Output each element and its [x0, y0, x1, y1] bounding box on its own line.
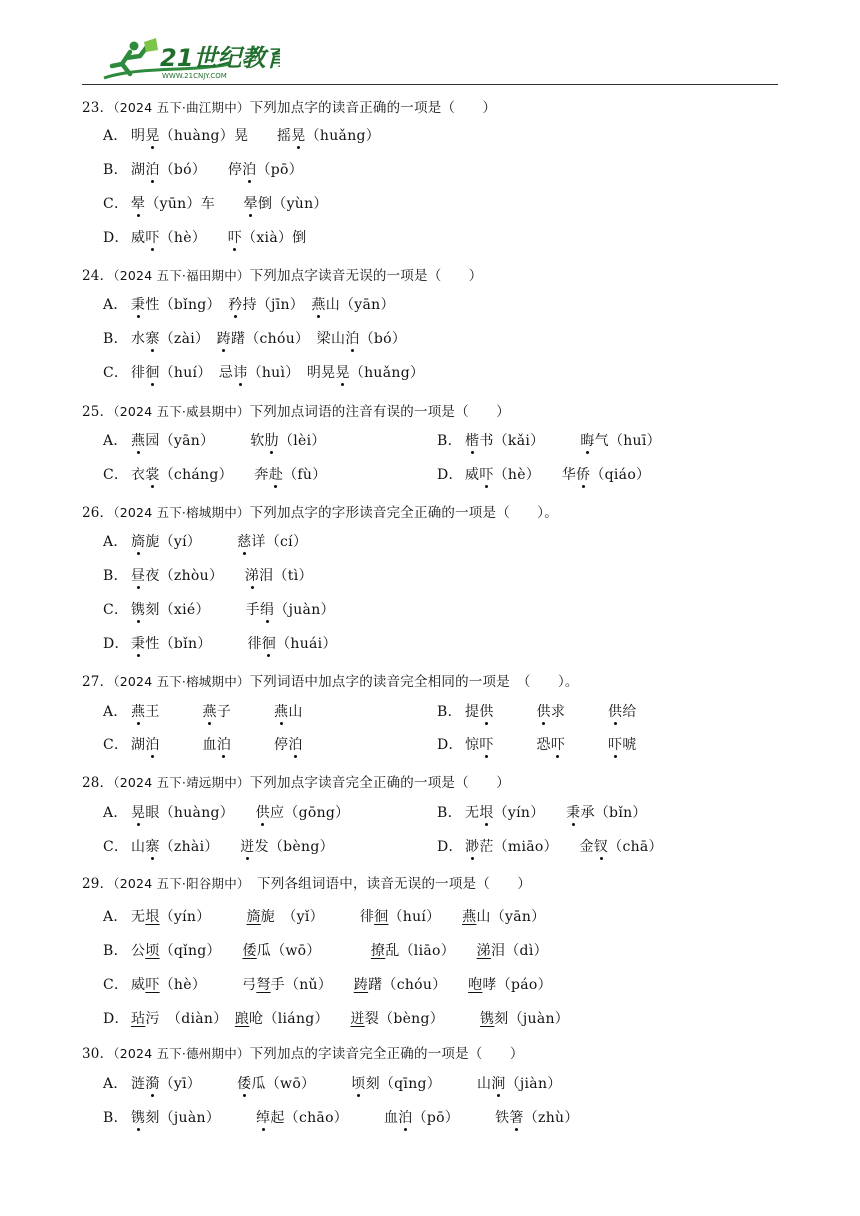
option-d: [103, 1008, 569, 1028]
option-label: B．: [437, 433, 462, 449]
dotted-char: 赴: [269, 464, 283, 484]
option-text: （pō）: [256, 162, 304, 178]
header-rule: [82, 84, 778, 85]
dotted-char: 矜: [228, 294, 242, 314]
question-25: [82, 400, 510, 420]
option-text: 刻（juàn）: [145, 1110, 257, 1126]
option-a: [103, 294, 395, 314]
option-text: 求: [550, 704, 609, 720]
option-label: A．: [103, 909, 128, 925]
option-text: 园（yān） 软: [145, 433, 265, 449]
underlined-char: 倭: [242, 943, 257, 959]
dotted-char: 裳: [145, 464, 159, 484]
dotted-char: 晕: [244, 193, 258, 213]
option-label: D．: [437, 467, 463, 483]
option-text: （huí） 忌: [159, 365, 234, 381]
underlined-char: 踌: [353, 977, 369, 993]
dotted-char: 燕: [274, 701, 288, 721]
question-number: 30．: [82, 1046, 114, 1062]
option-a: [103, 125, 380, 145]
dotted-char: 徊: [262, 633, 276, 653]
dotted-char: 供: [608, 701, 622, 721]
option-text: 性（bǐng）: [145, 297, 229, 313]
question-number: 29．: [82, 876, 114, 892]
dotted-char: 吓: [608, 734, 622, 754]
option-text: 气（huī）: [594, 433, 661, 449]
underlined-char: 弩: [256, 977, 271, 993]
option-text: （huái）: [276, 636, 337, 652]
option-c: [103, 362, 424, 382]
option-text: （xià）倒: [242, 230, 307, 246]
question-30: [82, 1042, 524, 1062]
question-source: （2024 五下·榕城期中）: [113, 505, 250, 520]
option-text: 血: [159, 737, 217, 753]
option-text: 污 （diàn）: [145, 1011, 235, 1027]
option-label: B．: [103, 162, 128, 178]
option-text: （yín）: [493, 805, 567, 821]
option-text: 详（cí）: [251, 534, 308, 550]
question-number: 28．: [82, 775, 114, 791]
option-label: C．: [103, 977, 129, 993]
option-text: 旎（yí）: [145, 534, 238, 550]
option-label: B．: [437, 704, 462, 720]
question-stem: 下列加点字的读音正确的一项是（ ）: [249, 100, 497, 116]
underlined-char: 玷: [131, 1011, 146, 1027]
option-text: （zài）: [159, 331, 217, 347]
option-text: （juàn）: [274, 602, 335, 618]
option-text: （zhù）: [523, 1110, 579, 1126]
underlined-char: 燕: [462, 909, 477, 925]
dotted-char: 泊: [242, 159, 256, 179]
runner-logo-icon: [100, 36, 280, 86]
dotted-char: 泊: [398, 1107, 412, 1127]
option-text: 躇（chóu）: [368, 977, 469, 993]
dotted-char: 秉: [131, 633, 145, 653]
option-text: 公: [131, 943, 146, 959]
dotted-char: 绰: [256, 1107, 270, 1127]
dotted-char: 泊: [217, 734, 231, 754]
dotted-char: 吓: [551, 734, 565, 754]
option-label: D．: [103, 1011, 129, 1027]
dotted-char: 钗: [594, 836, 608, 856]
dotted-char: 泊: [145, 159, 159, 179]
option-d: [437, 464, 650, 484]
dotted-char: 涕: [245, 565, 259, 585]
dotted-char: 侨: [576, 464, 590, 484]
option-text: （yūn）车: [145, 196, 244, 212]
underlined-char: 镌: [479, 1011, 495, 1027]
dotted-char: 慈: [237, 531, 251, 551]
dotted-char: 燕: [131, 701, 145, 721]
option-text: 眼（huàng）: [145, 805, 256, 821]
dotted-char: 吓: [228, 227, 242, 247]
underlined-char: 吓: [145, 977, 160, 993]
question-number: 27．: [82, 674, 114, 690]
option-a: [103, 1073, 562, 1093]
option-label: A．: [103, 704, 128, 720]
option-text: 泪（dì）: [490, 943, 548, 959]
option-text: 山（yān）: [325, 297, 395, 313]
option-c: [103, 974, 552, 994]
option-text: （lèi）: [278, 433, 326, 449]
dotted-char: 漪: [145, 1073, 159, 1093]
option-text: 威: [465, 467, 480, 483]
option-text: 持（jīn）: [242, 297, 312, 313]
option-text: 涟: [131, 1076, 146, 1092]
option-text: 哮（páo）: [482, 977, 552, 993]
dotted-char: 迸: [240, 836, 254, 856]
option-text: （jiàn）: [505, 1076, 562, 1092]
option-label: B．: [103, 1110, 128, 1126]
question-26: [82, 501, 558, 521]
option-text: 恐: [493, 737, 551, 753]
option-label: A．: [103, 534, 128, 550]
option-label: A．: [103, 297, 128, 313]
question-stem: 下列加点的字读音完全正确的一项是（ ）: [249, 1046, 524, 1062]
dotted-char: 渺: [465, 836, 479, 856]
question-source: （2024 五下·榕城期中）: [113, 674, 250, 689]
option-text: （qǐng）: [159, 943, 243, 959]
question-stem: 下列加点字读音无误的一项是（ ）: [249, 268, 483, 284]
dotted-char: 晦: [580, 430, 594, 450]
underlined-char: 咆: [468, 977, 483, 993]
option-text: 惊: [465, 737, 480, 753]
option-d: [103, 227, 307, 247]
option-c: [103, 464, 327, 484]
dotted-char: 晃: [131, 802, 145, 822]
dotted-char: 供: [479, 701, 493, 721]
option-text: 刻（qīng） 山: [365, 1076, 492, 1092]
dotted-char: 讳: [233, 362, 247, 382]
option-text: 山: [131, 839, 146, 855]
dotted-char: 绢: [260, 599, 274, 619]
option-c: [103, 193, 328, 213]
question-number: 23．: [82, 100, 114, 116]
dotted-char: 垠: [479, 802, 493, 822]
option-label: C．: [103, 839, 129, 855]
option-b: [103, 940, 548, 960]
option-text: （yín）: [159, 909, 247, 925]
option-text: 躇（chóu） 梁山: [230, 331, 346, 347]
dotted-char: 燕: [131, 430, 145, 450]
option-text: 倒（yùn）: [257, 196, 328, 212]
option-text: 无: [465, 805, 480, 821]
option-text: 手（nǔ）: [270, 977, 354, 993]
dotted-char: 徊: [145, 362, 159, 382]
option-text: （bó）: [359, 331, 407, 347]
option-b: [103, 328, 406, 348]
question-27: [82, 670, 579, 690]
question-source: （2024 五下·阳谷期中）: [113, 876, 244, 891]
option-label: A．: [103, 433, 128, 449]
dotted-char: 吓: [479, 734, 493, 754]
option-d: [437, 734, 637, 754]
option-d: [437, 836, 663, 856]
dotted-char: 晃: [145, 125, 159, 145]
option-text: （pō） 铁: [412, 1110, 510, 1126]
dotted-char: 吓: [145, 227, 159, 247]
option-text: 呛（liáng）: [249, 1011, 351, 1027]
option-text: 停: [231, 737, 289, 753]
option-a: [103, 906, 545, 926]
brand-logo: [100, 36, 280, 86]
option-label: A．: [103, 128, 128, 144]
option-text: 提: [465, 704, 480, 720]
dotted-char: 泊: [345, 328, 359, 348]
option-a: [103, 802, 349, 822]
option-text: （fù）: [283, 467, 327, 483]
option-text: 茫（miāo） 金: [479, 839, 594, 855]
option-text: 乱（liāo）: [385, 943, 477, 959]
option-label: B．: [103, 331, 128, 347]
option-text: 水: [131, 331, 146, 347]
dotted-char: 镌: [131, 599, 145, 619]
option-a: [103, 531, 307, 551]
underlined-char: 迸: [350, 1011, 365, 1027]
question-stem: 下列加点字的字形读音完全正确的一项是（ ）。: [249, 505, 558, 521]
option-c: [103, 836, 334, 856]
question-source: （2024 五下·福田期中）: [113, 268, 250, 283]
option-text: （huǎng）: [305, 128, 381, 144]
option-text: 无: [131, 909, 146, 925]
option-text: 唬: [622, 737, 637, 753]
dotted-char: 泊: [145, 734, 159, 754]
dotted-char: 涧: [491, 1073, 505, 1093]
option-text: 夜（zhòu）: [145, 568, 245, 584]
option-label: C．: [103, 365, 129, 381]
option-text: （chā）: [608, 839, 663, 855]
question-stem: 下列加点字读音完全正确的一项是（ ）: [249, 775, 510, 791]
option-b: [437, 802, 647, 822]
option-text: （qiáo）: [590, 467, 651, 483]
dotted-char: 寨: [145, 328, 159, 348]
option-text: 瓜（wō）: [256, 943, 371, 959]
option-text: 性（bǐn） 徘: [145, 636, 262, 652]
underlined-char: 涕: [476, 943, 491, 959]
question-source: （2024 五下·德州期中）: [113, 1046, 250, 1061]
underlined-char: 踉: [234, 1011, 250, 1027]
option-label: B．: [437, 805, 462, 821]
option-text: （huǎng）: [349, 365, 425, 381]
option-b: [103, 159, 303, 179]
dotted-char: 镌: [131, 1107, 145, 1127]
underlined-char: 垠: [145, 909, 160, 925]
option-text: 王: [145, 704, 203, 720]
dotted-char: 箸: [509, 1107, 523, 1127]
option-text: 瓜（wō）: [251, 1076, 352, 1092]
option-text: （zhài）: [159, 839, 241, 855]
option-text: （hè） 弓: [159, 977, 257, 993]
option-text: 湖: [131, 737, 146, 753]
option-text: 刻（xié） 手: [145, 602, 260, 618]
underlined-char: 旖: [246, 909, 261, 925]
question-source: （2024 五下·威县期中）: [113, 404, 250, 419]
option-text: （bó） 停: [159, 162, 243, 178]
option-text: （yī）: [159, 1076, 238, 1092]
question-24: [82, 264, 483, 284]
option-text: 山（yān）: [476, 909, 546, 925]
option-label: C．: [103, 737, 129, 753]
option-b: [437, 430, 661, 450]
question-stem: 下列词语中加点字的读音完全相同的一项是 （ ）。: [249, 674, 579, 690]
dotted-char: 晃: [291, 125, 305, 145]
option-text: 给: [622, 704, 637, 720]
logo-text: 21世纪教育: [160, 44, 280, 72]
dotted-char: 昼: [131, 565, 145, 585]
option-text: 明: [131, 128, 146, 144]
option-b: [103, 1107, 579, 1127]
question-28: [82, 771, 510, 791]
question-stem: 下列加点词语的注音有误的一项是（ ）: [249, 404, 510, 420]
option-text: 威: [131, 977, 146, 993]
option-label: D．: [437, 737, 463, 753]
option-label: D．: [437, 839, 463, 855]
option-text: 泪（tì）: [259, 568, 313, 584]
option-text: 书（kǎi）: [479, 433, 581, 449]
underlined-char: 撩: [370, 943, 386, 959]
option-label: C．: [103, 602, 129, 618]
option-label: A．: [103, 805, 128, 821]
option-text: 旎 （yǐ） 徘: [260, 909, 375, 925]
option-c: [103, 734, 303, 754]
dotted-char: 吓: [479, 464, 493, 484]
option-a: [103, 701, 303, 721]
dotted-char: 秉: [131, 294, 145, 314]
dotted-char: 肋: [265, 430, 279, 450]
question-number: 26．: [82, 505, 114, 521]
question-stem: 下列各组词语中，读音无误的一项是（ ）: [243, 876, 532, 892]
option-c: [103, 599, 335, 619]
option-b: [103, 565, 313, 585]
dotted-char: 晕: [131, 193, 145, 213]
option-text: 发（bèng）: [254, 839, 334, 855]
dotted-char: 寨: [145, 836, 159, 856]
option-a: [103, 430, 326, 450]
dotted-char: 倭: [237, 1073, 251, 1093]
option-text: （huàng）晃 摇: [159, 128, 292, 144]
option-text: （huì） 明晃: [247, 365, 336, 381]
option-text: 山: [288, 704, 303, 720]
question-number: 25．: [82, 404, 114, 420]
option-label: D．: [103, 230, 129, 246]
option-label: A．: [103, 1076, 128, 1092]
question-number: 24．: [82, 268, 114, 284]
option-text: 应（gōng）: [269, 805, 350, 821]
dotted-char: 旖: [131, 531, 145, 551]
option-text: 承（bǐn）: [580, 805, 647, 821]
option-label: C．: [103, 196, 129, 212]
option-text: 刻（juàn）: [494, 1011, 570, 1027]
option-text: （cháng） 奔: [159, 467, 269, 483]
dotted-char: 顷: [351, 1073, 365, 1093]
option-d: [103, 633, 337, 653]
underlined-char: 顷: [145, 943, 160, 959]
dotted-char: 踌: [217, 328, 231, 348]
option-text: 徘: [131, 365, 146, 381]
option-b: [437, 701, 637, 721]
option-label: B．: [103, 568, 128, 584]
question-23: [82, 96, 496, 116]
option-text: [494, 701, 537, 721]
option-label: C．: [103, 467, 129, 483]
option-text: 裂（bèng）: [364, 1011, 480, 1027]
dotted-char: 燕: [203, 701, 217, 721]
dotted-char: 楷: [465, 430, 479, 450]
question-source: （2024 五下·靖远期中）: [113, 775, 250, 790]
dotted-char: 秉: [566, 802, 580, 822]
dotted-char: 泊: [288, 734, 302, 754]
dotted-char: 供: [537, 701, 551, 721]
option-text: 子: [216, 704, 275, 720]
option-text: 威: [131, 230, 146, 246]
question-source: （2024 五下·曲江期中）: [113, 100, 250, 115]
dotted-char: 供: [256, 802, 270, 822]
option-label: D．: [103, 636, 129, 652]
logo-url: WWW.21CNJY.COM: [162, 72, 227, 80]
option-text: 衣: [131, 467, 146, 483]
option-label: B．: [103, 943, 128, 959]
option-text: （hè） 华: [493, 467, 577, 483]
option-text: （hè）: [159, 230, 228, 246]
option-text: 起（chāo） 血: [270, 1110, 399, 1126]
dotted-char: 燕: [311, 294, 325, 314]
option-text: （huí）: [388, 909, 463, 925]
option-text: 湖: [131, 162, 146, 178]
question-29: [82, 872, 531, 892]
option-text: [565, 734, 608, 754]
underlined-char: 徊: [374, 909, 389, 925]
dotted-char: 晃: [335, 362, 349, 382]
